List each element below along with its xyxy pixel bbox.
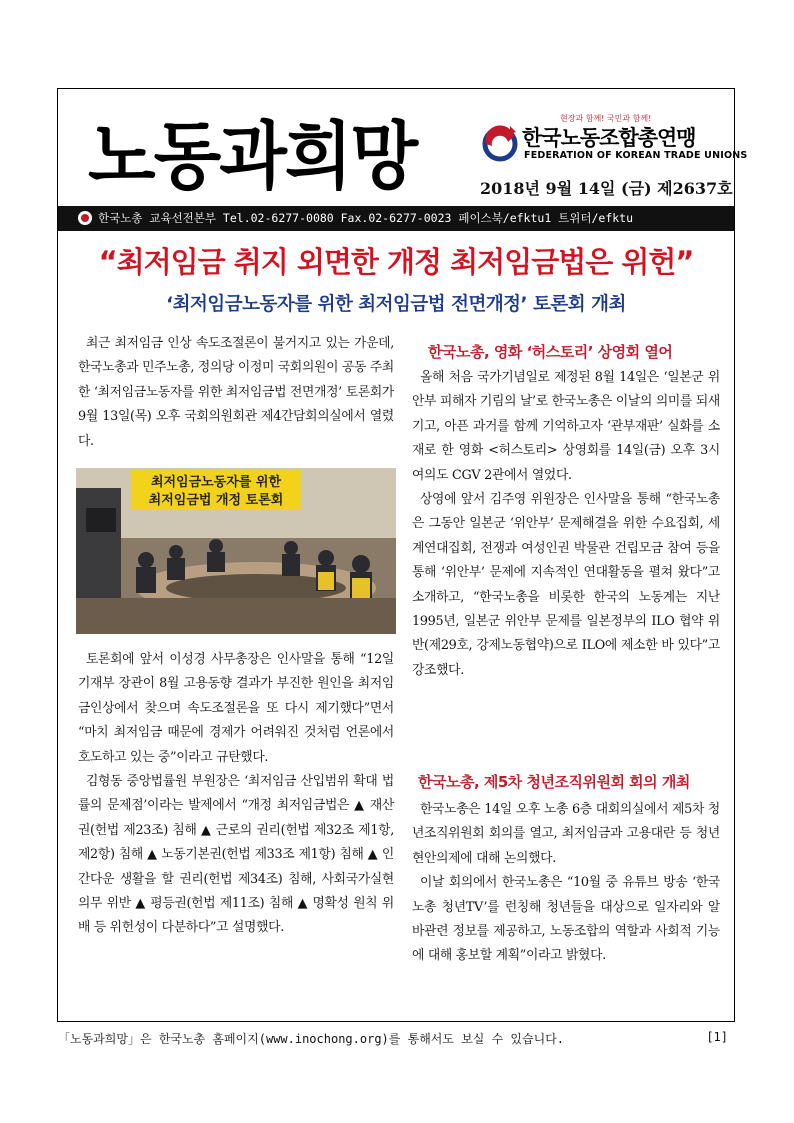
footer-text: 「노동과희망」은 한국노총 홈페이지(www.inochong.org)를 통해서도 보실 수 있습니다. (58, 1032, 565, 1046)
herstory-article (412, 366, 720, 683)
body-paragraph: 상영에 앞서 김주영 위원장은 인사말을 통해 “한국노총은 그동안 일본군 ‘위안부’ 문제해결을 위한 수요집회, 세계연대집회, 전쟁과 여성인권 박물관 건립모금 참여 등을 통해 ‘위안부’ 문제에 지속적인 연대활동을 펼쳐 왔다”고 소개하고, “한국노총을 비롯한 한국의 노동계는 지난 1995년, 일본군 위안부 문제를 일본정부의 ILO 협약 위반(제29호, 강제노동협약)으로 ILO에 제소한 바 있다”고 강조했다. (412, 492, 720, 678)
intro-paragraph: 최근 최저임금 인상 속도조절론이 불거지고 있는 가운데, 한국노총과 민주노총, 정의당 이정미 국회의원이 공동 주최한 ‘최저임금노동자를 위한 최저임금법 전면개정’ 토론회가 9월 13일(목) 오후 국회의원회관 제4간담회의실에서 열렸다. (78, 336, 394, 449)
newsletter-title: 노동과희망 (88, 113, 417, 200)
body-paragraph: 한국노총은 14일 오후 노총 6층 대회의실에서 제5차 청년조직위원회 회의를 열고, 최저임금과 고용대란 등 청년 현안의제에 대해 논의했다. (412, 802, 720, 866)
body-paragraph: 토론회에 앞서 이성경 사무총장은 인사말을 통해 “12일 기재부 장관이 8월 고용동향 결과가 부진한 원인을 최저임금인상에서 찾으며 속도조절론을 또 다시 제기했다”면서 “마치 최저임금 때문에 경제가 어려워진 것처럼 언론에서 호도하고 있는 중”이라고 규탄했다. (78, 652, 394, 765)
headline: “최저임금 취지 외면한 개정 최저임금법은 위헌” (98, 245, 694, 279)
article-body (78, 648, 394, 941)
section-title-herstory: 한국노총, 영화 ‘허스토리’ 상영회 열어 (428, 343, 673, 361)
issue-date: 2018년 9월 14일 (금) 제2637호 (480, 179, 733, 198)
youth-committee-article (412, 798, 720, 969)
forum-photo (76, 468, 396, 634)
org-slogan: 현장과 함께! 국민과 함께! (560, 114, 652, 123)
banner-line-2: 최저임금법 개정 토론회 (148, 493, 284, 508)
contact-info-bar: 한국노총 교육선전본부 Tel.02-6277-0080 Fax.02-6277-0023 페이스북/efktu1 트위터/efktu (58, 206, 734, 231)
subheadline: ‘최저임금노동자를 위한 최저임금법 전면개정’ 토론회 개최 (166, 294, 626, 315)
page-number: [1] (706, 1030, 728, 1044)
footer (58, 1030, 734, 1047)
fktu-logo-icon (480, 122, 520, 162)
article-intro (78, 332, 394, 454)
org-name-en: FEDERATION OF KOREAN TRADE UNIONS (524, 150, 748, 161)
body-paragraph: 이날 회의에서 한국노총은 “10월 중 유튜브 방송 ‘한국노총 청년TV’를 런칭해 청년들을 대상으로 일자리와 알바관련 정보를 제공하고, 노동조합의 역할과 사회적 기능에 대해 홍보할 계획”이라고 밝혔다. (412, 875, 720, 964)
section-title-youth-committee: 한국노총, 제5차 청년조직위원회 회의 개최 (418, 773, 690, 791)
banner-line-1: 최저임금노동자를 위한 (150, 475, 282, 490)
body-paragraph: 올해 처음 국가기념일로 제정된 8월 14일은 ‘일본군 위안부 피해자 기림의 날’로 한국노총은 이날의 의미를 되새기고, 아픈 과거를 함께 기억하고자 ‘관부재판’ 실화를 소재로 한 영화 <허스토리> 상영회를 14일(금) 오후 3시 여의도 CGV 2관에서 열었다. (412, 370, 720, 483)
org-name: 한국노동조합총연맹 (522, 126, 696, 150)
body-paragraph: 김형동 중앙법률원 부원장은 ‘최저임금 산입범위 확대 법률의 문제점’이라는 발제에서 “개정 최저임금법은 ▲ 재산권(헌법 제23조) 침해 ▲ 근로의 권리(헌법 제32조 제1항, 제2항) 침해 ▲ 노동기본권(헌법 제33조 제1항) 침해 ▲ 인간다운 생활을 할 권리(헌법 제34조) 침해, 사회국가실현의무 위반 ▲ 평등권(헌법 제11조) 침해 ▲ 명확성 원칙 위배 등 위헌성이 다분하다”고 설명했다. (78, 774, 394, 936)
fktu-mini-logo-icon (78, 211, 92, 225)
